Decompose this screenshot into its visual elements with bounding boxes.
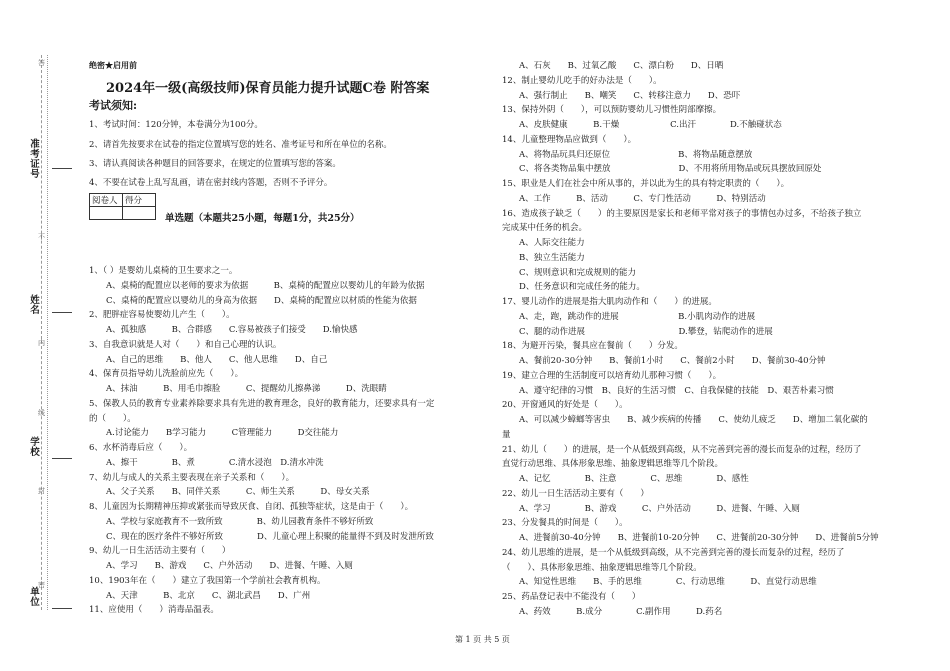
question-line: 20、开窗通风的好处是（ ）。 (502, 400, 628, 411)
question-line: 7、幼儿与成人的关系主要表现在亲子关系和（ ）。 (89, 472, 295, 483)
question-line: A、天津 B、北京 C、湖北武昌 D、广州 (89, 590, 311, 601)
question-line: 5、保教人员的教育专业素养除要求具有先进的教育理念，良好的教育能力，还要求具有一定 (89, 398, 435, 409)
question-line: A、皮肤健康 B.干燥 C.出汗 D.不触碰状态 (502, 120, 782, 130)
question-line: A、孤独感 B、合群感 C.容易被孩子们接受 D.愉快感 (89, 325, 358, 335)
question-line: A、走，跑，跳动作的进展 B.小肌肉动作的进展 (502, 311, 756, 322)
confidential-mark: 绝密★启用前 (89, 60, 137, 70)
gutter-char-2: 不 (38, 233, 45, 241)
school-label: 学校 (30, 437, 40, 458)
score-blank (123, 207, 156, 220)
question-line: A、知觉性思维 B、手的思维 C、行动思维 D、直觉行动思维 (502, 577, 817, 588)
question-line: A、可以减少蟑螂等害虫 B、减少疾病的传播 C、使幼儿疲乏 D、增加二氧化碳的 (502, 415, 868, 425)
question-line: B、独立生活能力 (502, 252, 585, 263)
question-line: （ ）、具体形象思维、抽象逻辑思维等几个阶段。 (502, 562, 702, 573)
notice-item: 4、不要在试卷上乱写乱画，请在密封线内答题，否则不予评分。 (89, 178, 333, 188)
page-footer: 第 1 页 共 5 页 (455, 635, 510, 644)
question-line: 21、幼儿（ ）的进展，是一个从低级到高级，从不完善到完善的漫长而复杂的过程，经历了 (502, 444, 862, 455)
binding-dashed-line (41, 55, 42, 610)
notice-item: 1、考试时间：120分钟，本卷满分为100分。 (89, 120, 263, 130)
question-line: D、任务意识和完成任务的能力。 (502, 282, 645, 293)
question-line: 16、造成孩子缺乏（ ）的主要原因是家长和老师平常对孩子的事情包办过多，不给孩子独立 (502, 208, 862, 219)
question-line: 4、保育员指导幼儿洗脸前应先（ ）。 (89, 369, 244, 380)
gutter-char-1: 答 (38, 59, 45, 67)
question-line: 17、婴儿动作的进展是指大肌肉动作和（ ）的进展。 (502, 297, 717, 307)
question-line: A、工作 B、活动 C、专门性活动 D、特别活动 (502, 193, 766, 204)
question-line: 15、职业是人们在社会中所从事的，并以此为生的具有特定职责的（ ）。 (502, 179, 790, 189)
name-line (52, 312, 72, 313)
notice-heading: 考试须知: (89, 99, 138, 112)
question-line: A、擦干 B、煮 C.清水浸泡 D.清水冲洗 (89, 457, 324, 468)
question-line: 1、（ ）是婴幼儿桌椅的卫生要求之一。 (89, 266, 238, 276)
question-line: C、将各类物品集中摆放 D、不用将所用物品或玩具摆放回原处 (502, 164, 822, 175)
question-line: 22、幼儿一日生活活动主要有（ ） (502, 488, 649, 499)
question-line: 完成某中任务的机会。 (502, 223, 588, 234)
gutter-char-3: 内 (38, 339, 45, 347)
question-line: 的（ ）。 (89, 413, 136, 424)
school-line (52, 458, 72, 459)
question-line: C、现在的医疗条件不够好所致 D、儿童心理上积聚的能量得不到及时发泄所致 (89, 531, 434, 542)
exam-title: 2024年一级(高级技师)保育员能力提升试题C卷 附答案 (106, 81, 430, 96)
question-line: 11、应使用（ ）消毒品温表。 (89, 605, 219, 616)
unit-line (52, 608, 72, 609)
gutter-char-6: 密 (38, 581, 45, 589)
question-line: 19、建立合理的生活制度可以培育幼儿那种习惯（ ）。 (502, 370, 722, 381)
question-line: 13、保持外阴（ ），可以预防婴幼儿习惯性阴部摩擦。 (502, 105, 722, 116)
question-line: A、药效 B.成分 C.副作用 D.药名 (502, 606, 723, 617)
question-line: 3、自我意识就是人对（ ）和自己心理的认识。 (89, 339, 282, 350)
ticket-number-line (52, 168, 72, 169)
ticket-number-label: 准考证号 (30, 139, 40, 180)
question-line: A、遵守纪律的习惯 B、良好的生活习惯 C、自我保健的技能 D、艰苦朴素习惯 (502, 385, 834, 396)
notice-item: 2、请首先按要求在试卷的指定位置填写您的姓名、准考证号和所在单位的名称。 (89, 140, 392, 150)
section-title: 单选题（本题共25小题，每题1分，共25分） (165, 213, 360, 224)
question-line: A、将物品玩具归还原位 B、将物品随意摆放 (502, 149, 753, 160)
unit-label: 单位 (30, 587, 40, 608)
question-line: A、学习 B、游戏 C、户外活动 D、进餐、午睡、入厕 (89, 561, 353, 571)
question-line: 10、1903年在（ ）建立了我国第一个学前社会教育机构。 (89, 575, 326, 586)
question-line: 量 (502, 429, 511, 440)
gutter-char-4: 线 (38, 409, 45, 417)
question-line: A、人际交往能力 (502, 238, 585, 248)
gutter-char-5: 封 (38, 487, 45, 495)
question-line: A、餐前20-30分钟 B、餐前1小时 C、餐前2小时 D、餐前30-40分钟 (502, 356, 826, 366)
question-line: C、桌椅的配置应以婴幼儿的身高为依据 D、桌椅的配置应以材质的性能为依据 (89, 295, 417, 306)
question-line: A.讨论能力 B学习能力 C管理能力 D交往能力 (89, 428, 339, 439)
question-line: A、学习 B、游戏 C、户外活动 D、进餐、午睡、入厕 (502, 503, 800, 514)
question-line: 23、分发餐具的时间是（ ）。 (502, 518, 628, 529)
question-line: A、进餐前30-40分钟 B、进餐前10-20分钟 C、进餐前20-30分钟 D、进餐前5分钟 (502, 533, 879, 543)
question-line: A、学校与家庭教育不一致所致 B、幼儿园教育条件不够好所致 (89, 516, 374, 527)
grader-cell: 阅卷人 (90, 194, 123, 207)
notice-item: 3、请认真阅读各种题目的回答要求，在规定的位置填写您的答案。 (89, 159, 341, 169)
question-line: 12、制止婴幼儿吃手的好办法是（ ）。 (502, 75, 662, 86)
question-line: A、桌椅的配置应以老师的要求为依据 B、桌椅的配置应以婴幼儿的年龄为依据 (89, 280, 425, 291)
question-line: 25、药品登记表中不能没有（ ） (502, 592, 641, 602)
question-line: C、规则意识和完成规则的能力 (502, 267, 637, 278)
question-line: 9、幼儿一日生活活动主要有（ ） (89, 546, 231, 557)
score-cell: 得分 (123, 194, 156, 207)
question-line: 6、水杯消毒后应（ ）。 (89, 443, 193, 453)
question-line: A、石灰 B、过氧乙酸 C、漂白粉 D、日晒 (502, 61, 724, 71)
question-line: C、腿的动作进展 D.攀登，钻爬动作的进展 (502, 326, 773, 337)
score-table (89, 193, 156, 220)
name-label: 姓名 (30, 295, 40, 316)
question-line: 18、为避开污染，餐具应在餐前（ ）分发。 (502, 341, 683, 352)
question-line: 8、儿童因为长期精神压抑或紧张而导致厌食、自闭、孤独等症状，这是由于（ ）。 (89, 502, 414, 512)
question-line: 直觉行动思维、具体形象思维、抽象逻辑思维等几个阶段。 (502, 459, 724, 470)
question-line: A、父子关系 B、同伴关系 C、师生关系 D、母女关系 (89, 487, 370, 498)
question-line: 24、幼儿思维的进展，是一个从低级到高级，从不完善到完善的漫长而复杂的过程，经历了 (502, 547, 845, 558)
question-line: 2、肥胖症容易使婴幼儿产生（ ）。 (89, 310, 235, 321)
question-line: A、强行制止 B、嘲笑 C、转移注意力 D、恐吓 (502, 90, 741, 101)
grader-blank (90, 207, 123, 220)
question-line: A、自己的思维 B、他人 C、他人思维 D、自己 (89, 354, 328, 365)
binding-dotted-line (47, 55, 48, 610)
question-line: A、记忆 B、注意 C、思维 D、感性 (502, 474, 749, 484)
question-line: A、抹油 B、用毛巾擦脸 C、提醒幼儿擦鼻涕 D、洗眼睛 (89, 384, 387, 394)
question-line: 14、儿童整理物品应做到（ ）。 (502, 134, 637, 145)
